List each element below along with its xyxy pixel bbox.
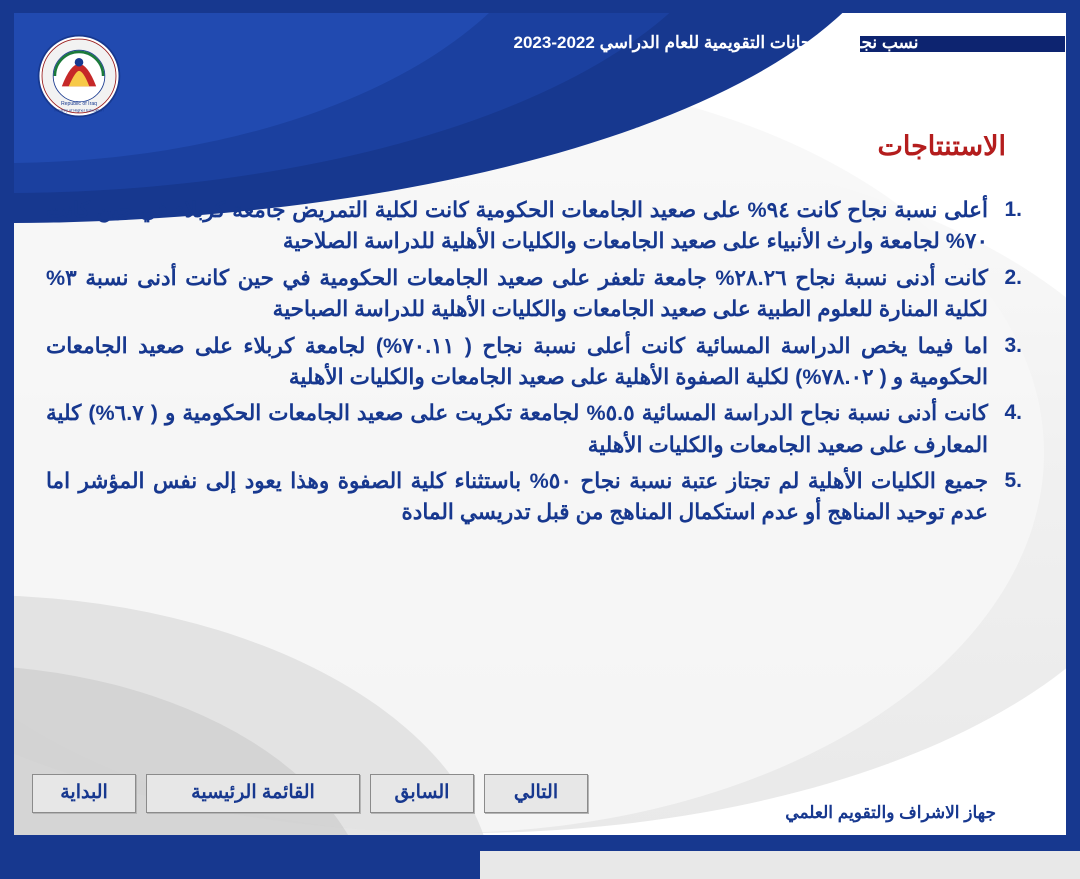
footer-organization: جهاز الاشراف والتقويم العلمي	[785, 803, 996, 822]
ministry-emblem-icon	[36, 33, 122, 119]
slide-canvas	[14, 13, 1066, 835]
section-heading: الاستنتاجات	[877, 131, 1006, 161]
slide-title: نسب نجاح الامتحانات التقويمية للعام الدراسي 2022-2023	[513, 33, 919, 52]
list-item: أعلى نسبة نجاح كانت ٩٤% على صعيد الجامعات الحكومية كانت لكلية التمريض جامعة كربلاء في حين كانت ٧٠% لجامعة وارث الأنبياء على صعيد الجامعات والكليات الأهلية للدراسة الصلاحية	[46, 198, 988, 254]
bottom-strip-blue	[0, 851, 480, 879]
list-item: كانت أدنى نسبة نجاح ٢٨.٢٦% جامعة تلعفر على صعيد الجامعات الحكومية في حين كانت أدنى نسبة ٣% لكلية المنارة للعلوم الطبية على صعيد الجامعات والكليات الأهلية للدراسة الصباحية	[46, 265, 988, 322]
bottom-strip-gray	[480, 851, 1080, 879]
svg-text:Republic of Iraq: Republic of Iraq	[60, 101, 98, 108]
list-item: جميع الكليات الأهلية لم تجتاز عتبة نسبة نجاح ٥٠% باستثناء كلية الصفوة وهذا يعود إلى نفس المؤشر اما عدم توحيد المناهج أو عدم استكمال المناهج من قبل تدريسي المادة	[46, 469, 989, 525]
main-menu-button[interactable]: القائمة الرئيسية	[146, 774, 360, 813]
svg-text:Ministry of Higher Education: Ministry of Higher Education	[54, 107, 104, 113]
next-button[interactable]: التالي	[484, 774, 588, 813]
bottom-strip	[0, 851, 1080, 879]
list-item: اما فيما يخص الدراسة المسائية كانت أعلى نسبة نجاح ( ٧٠.١١%) لجامعة كربلاء على صعيد الجامعات الحكومية و ( ٧٨.٠٢%) لكلية الصفوة الأهلية على صعيد الجامعات والكليات الأهلية	[46, 333, 988, 389]
conclusions-list	[46, 195, 1026, 534]
navigation-bar	[32, 773, 588, 813]
list-item: كانت أدنى نسبة نجاح الدراسة المسائية ٥.٥% لجامعة تكريت على صعيد الجامعات الحكومية و ( ٦.٧%) كلية المعارف على صعيد الجامعات والكليات الأهلية	[46, 401, 988, 457]
previous-button[interactable]: السابق	[370, 774, 474, 813]
start-button[interactable]: البداية	[32, 774, 136, 813]
